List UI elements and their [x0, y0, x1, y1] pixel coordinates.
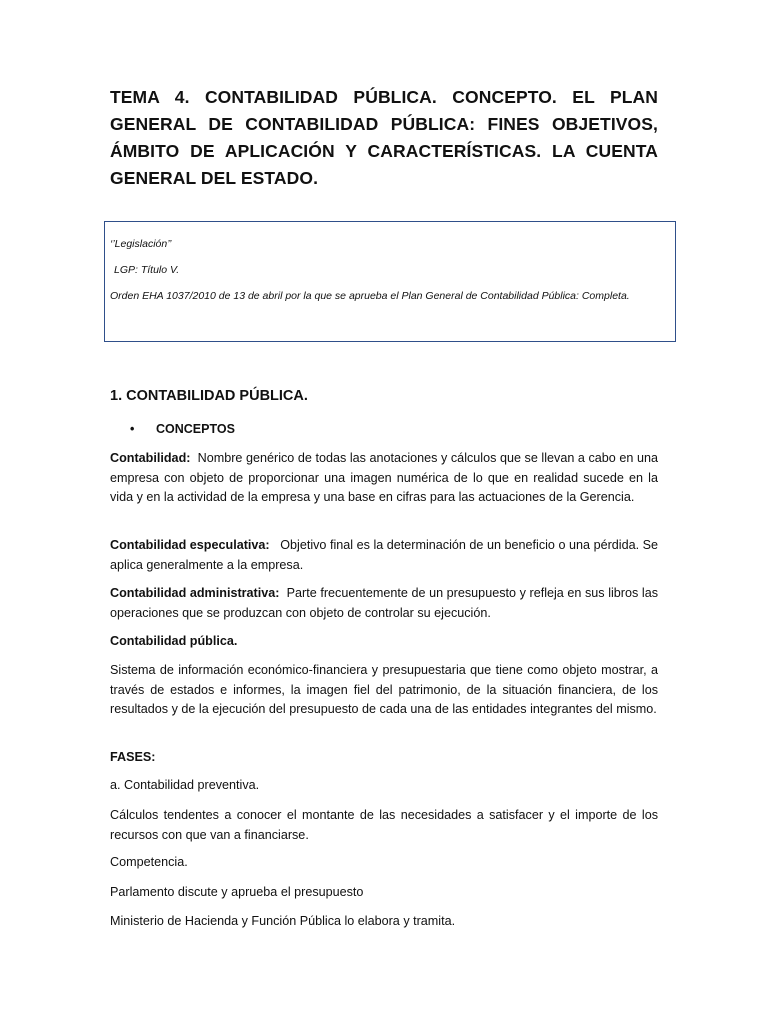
parliament-text: Parlamento discute y aprueba el presupuesto	[110, 885, 364, 899]
definition-contabilidad	[110, 449, 658, 508]
bullet-icon: •	[130, 422, 135, 436]
definition-term: Contabilidad administrativa:	[110, 586, 280, 600]
public-accounting-definition: Sistema de información económico-financiera y presupuestaria que tiene como objeto mostrar, a través de estados e informes, la imagen fiel del patrimonio, de la situación financiera, de los resultados y de la ejecución del presupuesto de cada una de las entidades integrantes del mismo.	[110, 663, 658, 716]
definition-term: Contabilidad especulativa:	[110, 538, 270, 552]
legislation-heading: ‘’Legislación’’	[110, 238, 172, 250]
bullet-label: CONCEPTOS	[156, 422, 235, 436]
legislation-box	[104, 221, 676, 342]
ministry-text: Ministerio de Hacienda y Función Pública lo elabora y tramita.	[110, 914, 456, 928]
definition-administrativa	[110, 584, 658, 623]
section-heading: 1. CONTABILIDAD PÚBLICA.	[110, 388, 308, 404]
definition-text: Nombre genérico de todas las anotaciones y cálculos que se llevan a cabo en una empresa con objeto de proporcionar una imagen numérica de lo que en realidad sucede en la vida y en la actividad de la empresa y una base en cifras para las actuaciones de la Gerencia.	[110, 451, 658, 504]
definition-text: Objetivo final es la determinación de un beneficio o una pérdida. Se aplica generalmente a la empresa.	[110, 538, 659, 572]
phase-a-heading: a. Contabilidad preventiva.	[110, 778, 260, 792]
definition-term: Contabilidad:	[110, 451, 191, 465]
definition-especulativa	[110, 536, 658, 575]
legislation-lgp: LGP: Título V.	[114, 264, 180, 276]
phases-label: FASES:	[110, 750, 156, 764]
legislation-orden: Orden EHA 1037/2010 de 13 de abril por la que se aprueba el Plan General de Contabilidad Pública: Completa.	[110, 290, 630, 302]
phase-a-text: Cálculos tendentes a conocer el montante de las necesidades a satisfacer y el importe de los recursos con que van a financiarse.	[110, 808, 658, 842]
document-title: TEMA 4. CONTABILIDAD PÚBLICA. CONCEPTO. EL PLAN GENERAL DE CONTABILIDAD PÚBLICA: FINES OBJETIVOS, ÁMBITO DE APLICACIÓN Y CARACTERÍSTICAS. LA CUENTA GENERAL DEL ESTADO.	[110, 87, 658, 188]
competence-label: Competencia.	[110, 855, 188, 869]
public-accounting-term: Contabilidad pública.	[110, 634, 238, 648]
bullet-item-conceptos	[130, 422, 235, 436]
definition-text: Parte frecuentemente de un presupuesto y refleja en sus libros las operaciones que se produzcan con objeto de controlar su ejecución.	[110, 586, 658, 620]
